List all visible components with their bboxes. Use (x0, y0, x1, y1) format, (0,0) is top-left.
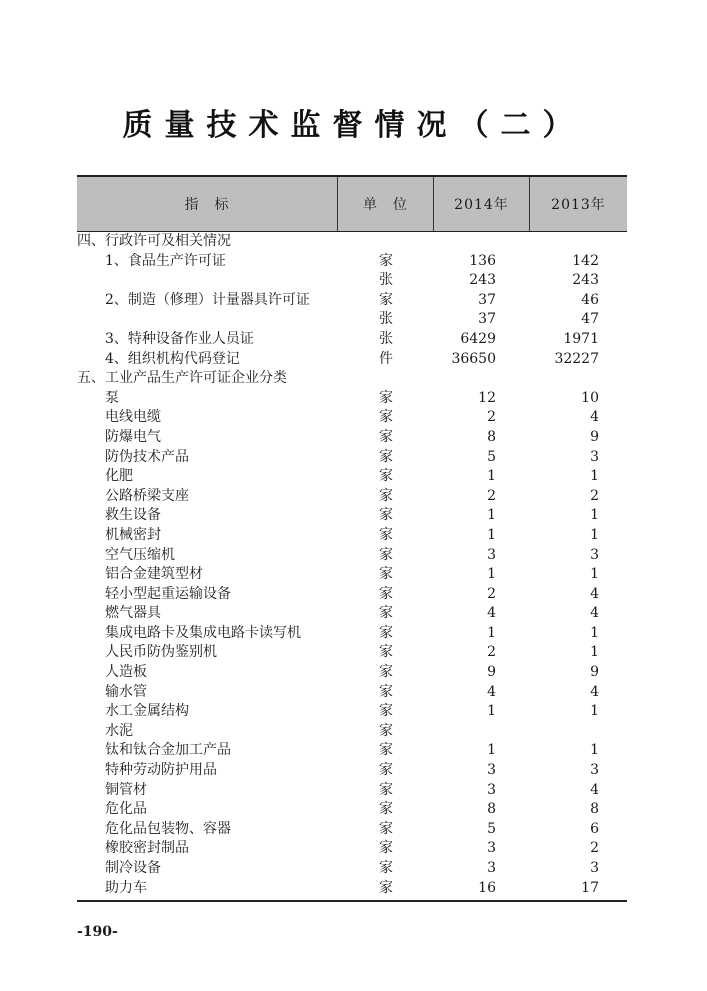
row-unit: 家 (379, 252, 393, 269)
row-name: 防伪技术产品 (105, 448, 189, 465)
row-value-2014: 136 (469, 252, 496, 269)
row-unit: 家 (379, 409, 393, 426)
table-row (77, 702, 627, 722)
table-row (77, 350, 627, 370)
row-value-2014: 1 (487, 507, 496, 524)
row-value-2014: 1 (487, 624, 496, 641)
row-value-2013: 6 (590, 820, 599, 837)
table-row (77, 252, 627, 272)
row-value-2013: 3 (590, 762, 599, 779)
row-value-2014: 2 (487, 487, 496, 504)
row-unit: 家 (379, 605, 393, 622)
table-row (77, 761, 627, 781)
row-name: 轻小型起重运输设备 (105, 585, 231, 602)
row-value-2014: 4 (487, 605, 496, 622)
row-unit: 张 (379, 330, 393, 347)
row-value-2013: 1 (590, 644, 599, 661)
row-name: 泵 (105, 389, 119, 406)
row-unit: 家 (379, 860, 393, 876)
table-row (77, 800, 627, 820)
header-unit: 单 位 (363, 197, 408, 213)
row-name: 机械密封 (105, 526, 161, 543)
row-name: 水工金属结构 (105, 703, 189, 720)
row-value-2014: 3 (487, 840, 496, 857)
table-row (77, 448, 627, 468)
row-value-2014: 12 (478, 389, 496, 406)
row-unit: 家 (379, 566, 393, 583)
row-value-2013: 9 (590, 428, 599, 445)
row-name: 4、组织机构代码登记 (105, 350, 240, 367)
row-unit: 家 (379, 801, 393, 818)
row-value-2014: 5 (487, 820, 496, 837)
page-number: -190- (77, 924, 118, 940)
row-unit: 家 (379, 840, 393, 857)
row-value-2014: 2 (487, 644, 496, 661)
table-row (77, 506, 627, 526)
table-body (77, 232, 627, 898)
row-value-2014: 3 (487, 546, 496, 563)
row-value-2014: 1 (487, 468, 496, 485)
row-name: 特种劳动防护用品 (105, 762, 217, 779)
table-row (77, 683, 627, 703)
row-value-2013: 4 (590, 605, 599, 622)
table-row (77, 408, 627, 428)
row-value-2014: 3 (487, 762, 496, 779)
row-value-2014: 3 (487, 781, 496, 798)
row-value-2013: 4 (590, 781, 599, 798)
row-value-2013: 1 (590, 526, 599, 543)
row-value-2014: 37 (478, 291, 496, 308)
row-unit: 张 (379, 311, 393, 328)
row-value-2013: 46 (581, 291, 599, 308)
table-row (77, 585, 627, 605)
row-name: 钛和钛合金加工产品 (105, 742, 231, 759)
row-name: 救生设备 (105, 507, 161, 524)
row-name: 制冷设备 (105, 860, 161, 876)
row-name: 化肥 (105, 468, 133, 485)
table-row (77, 879, 627, 899)
table-row (77, 310, 627, 330)
row-unit: 家 (379, 389, 393, 406)
row-name: 铜管材 (105, 781, 147, 798)
row-unit: 家 (379, 703, 393, 720)
row-value-2014: 9 (487, 664, 496, 681)
row-unit: 家 (379, 468, 393, 485)
row-unit: 件 (379, 350, 393, 367)
table-row (77, 291, 627, 311)
table-row (77, 820, 627, 840)
row-value-2014: 36650 (451, 350, 496, 367)
row-value-2013: 142 (572, 252, 599, 269)
row-value-2014: 2 (487, 409, 496, 426)
row-name: 危化品 (105, 801, 147, 818)
table-row (77, 428, 627, 448)
row-value-2013: 1 (590, 703, 599, 720)
row-name: 3、特种设备作业人员证 (105, 330, 254, 347)
row-value-2013: 32227 (554, 350, 599, 367)
row-name: 助力车 (105, 879, 147, 896)
row-unit: 家 (379, 448, 393, 465)
table-header (77, 175, 627, 232)
table-row (77, 624, 627, 644)
row-unit: 家 (379, 585, 393, 602)
row-value-2013: 9 (590, 664, 599, 681)
row-name: 空气压缩机 (105, 546, 175, 563)
row-name: 铝合金建筑型材 (105, 566, 203, 583)
row-value-2013: 17 (581, 879, 599, 896)
row-value-2013: 8 (590, 801, 599, 818)
row-name: 2、制造（修理）计量器具许可证 (105, 291, 310, 308)
row-value-2014: 1 (487, 703, 496, 720)
row-name: 水泥 (105, 722, 133, 739)
table-row (77, 389, 627, 409)
table-row (77, 741, 627, 761)
row-unit: 家 (379, 428, 393, 445)
table-row (77, 330, 627, 350)
row-unit: 家 (379, 291, 393, 308)
page-title: 质量技术监督情况（二） (122, 108, 585, 143)
row-value-2014: 8 (487, 801, 496, 818)
row-value-2014: 37 (478, 311, 496, 328)
row-value-2014: 3 (487, 860, 496, 876)
row-value-2013: 1 (590, 624, 599, 641)
row-value-2013: 4 (590, 683, 599, 700)
stats-table (77, 175, 627, 902)
row-unit: 家 (379, 644, 393, 661)
row-unit: 家 (379, 879, 393, 896)
row-value-2013: 3 (590, 546, 599, 563)
row-value-2013: 243 (572, 272, 599, 289)
row-unit: 家 (379, 781, 393, 798)
row-value-2013: 2 (590, 487, 599, 504)
row-value-2013: 3 (590, 860, 599, 876)
row-name: 输水管 (105, 683, 147, 700)
row-name: 集成电路卡及集成电路卡读写机 (105, 624, 301, 641)
row-name: 电线电缆 (105, 409, 161, 426)
table-row (77, 663, 627, 683)
row-value-2013: 47 (581, 311, 599, 328)
table-row (77, 467, 627, 487)
table-row (77, 526, 627, 546)
header-indicator: 指 标 (184, 197, 230, 213)
row-value-2013: 1 (590, 742, 599, 759)
table-bottom-rule (77, 900, 627, 902)
row-name: 公路桥梁支座 (105, 487, 189, 504)
row-value-2013: 3 (590, 448, 599, 465)
row-value-2014: 243 (469, 272, 496, 289)
row-name: 1、食品生产许可证 (105, 252, 226, 269)
row-unit: 家 (379, 742, 393, 759)
row-value-2013: 1 (590, 468, 599, 485)
row-value-2014: 8 (487, 428, 496, 445)
table-row (77, 271, 627, 291)
table-row (77, 604, 627, 624)
row-value-2014: 4 (487, 683, 496, 700)
table-row (77, 643, 627, 663)
row-value-2014: 1 (487, 526, 496, 543)
table-row (77, 487, 627, 507)
row-name: 危化品包装物、容器 (105, 820, 231, 837)
row-name: 五、工业产品生产许可证企业分类 (77, 370, 287, 387)
row-value-2014: 6429 (460, 330, 496, 347)
row-value-2013: 10 (581, 389, 599, 406)
row-unit: 家 (379, 762, 393, 779)
row-value-2013: 4 (590, 585, 599, 602)
section-row (77, 369, 627, 389)
table-row (77, 781, 627, 801)
row-unit: 张 (379, 272, 393, 289)
row-unit: 家 (379, 546, 393, 563)
row-value-2014: 1 (487, 566, 496, 583)
row-value-2014: 1 (487, 742, 496, 759)
row-name: 橡胶密封制品 (105, 840, 189, 857)
row-unit: 家 (379, 820, 393, 837)
row-unit: 家 (379, 722, 393, 739)
table-row (77, 722, 627, 742)
row-name: 人民币防伪鉴别机 (105, 644, 217, 661)
row-unit: 家 (379, 526, 393, 543)
row-name: 防爆电气 (105, 428, 161, 445)
row-value-2014: 2 (487, 585, 496, 602)
header-2014: 2014年 (454, 197, 509, 213)
section-row (77, 232, 627, 252)
row-unit: 家 (379, 507, 393, 524)
row-value-2014: 16 (478, 879, 496, 896)
row-value-2014: 5 (487, 448, 496, 465)
row-unit: 家 (379, 487, 393, 504)
row-name: 四、行政许可及相关情况 (77, 233, 231, 249)
table-row (77, 839, 627, 859)
table-row (77, 565, 627, 585)
row-value-2013: 1 (590, 566, 599, 583)
row-value-2013: 4 (590, 409, 599, 426)
row-name: 燃气器具 (105, 605, 161, 622)
row-unit: 家 (379, 664, 393, 681)
row-unit: 家 (379, 683, 393, 700)
row-name: 人造板 (105, 664, 147, 681)
header-2013: 2013年 (551, 197, 606, 213)
table-row (77, 546, 627, 566)
row-unit: 家 (379, 624, 393, 641)
row-value-2013: 1 (590, 507, 599, 524)
table-row (77, 859, 627, 879)
row-value-2013: 2 (590, 840, 599, 857)
row-value-2013: 1971 (563, 330, 599, 347)
